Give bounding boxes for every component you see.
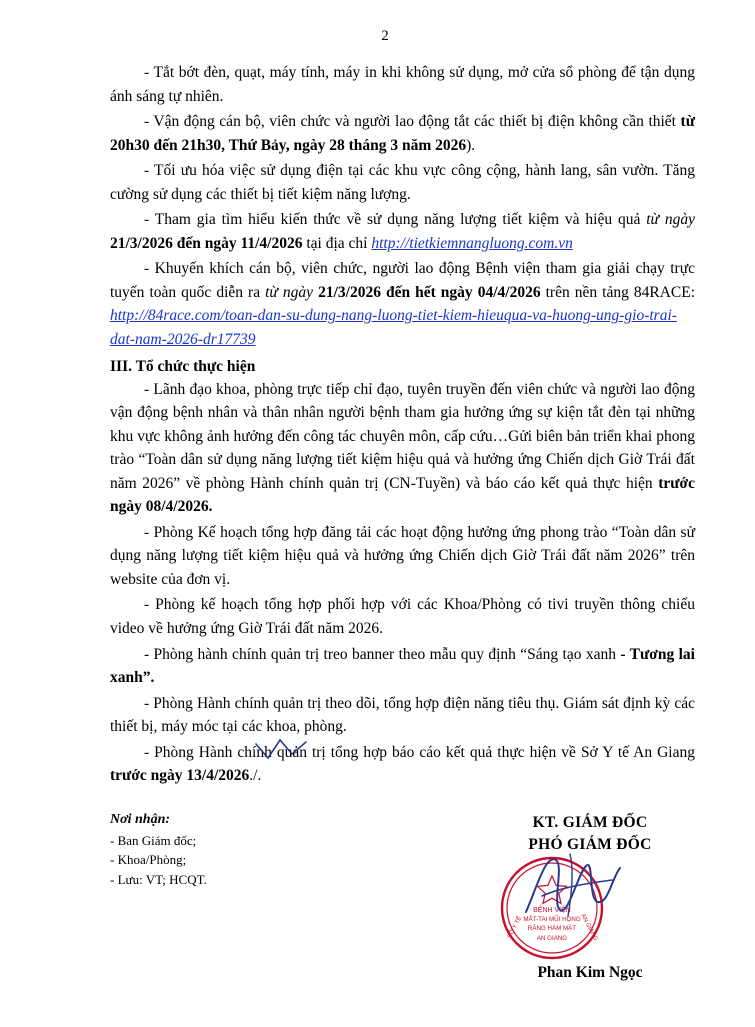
recipient-item: - Khoa/Phòng; [110,852,187,868]
svg-text:MẮT-TAI MŨI HỌNG: MẮT-TAI MŨI HỌNG [523,915,581,923]
paragraph [110,741,695,788]
paragraph [110,110,695,157]
signer-title-line1: KT. GIÁM ĐỐC [532,813,648,831]
text-run: trước ngày 13/4/2026 [110,767,250,785]
text-run: 21/3/2026 đến hết ngày 04/4/2026 [318,283,541,301]
paragraph [110,593,695,640]
text-run: - Phòng Kế hoạch tổng hợp đăng tải các hoạt động hưởng ứng phong trào “Toàn dân sử dụng năng lượng tiết kiệm hiệu quả và hưởng ứng Chiến dịch Giờ Trái đất năm 2026” trên website của đơn vị. [110,523,695,588]
text-run: - Tham gia tìm hiểu kiến thức về sử dụng năng lượng tiết kiệm và hiệu quả [144,211,647,229]
recipients-title: Nơi nhận: [110,811,171,827]
text-run: - Phòng Hành chính quản trị theo dõi, tổng hợp điện năng tiêu thụ. Giám sát định kỳ các thiết bị, máy móc tại các khoa, phòng. [110,694,695,736]
section-heading: III. Tổ chức thực hiện [110,357,256,375]
paragraph [110,643,695,690]
paragraph [110,257,695,351]
paragraph [110,692,695,739]
signature-block [110,812,695,1027]
paragraph [110,159,695,206]
text-run: ./. [249,767,262,785]
paragraph [110,208,695,255]
external-link[interactable]: http://84race.com/toan-dan-su-dung-nang-luong-tiet-kiem-hieuqua-va-huong-ung-gio-trai-dat-nam-2026-dr17739 [110,307,677,349]
svg-text:RĂNG HÀM MẶT: RĂNG HÀM MẶT [527,924,577,932]
page-number: 2 [381,28,389,44]
text-run: 21/3/2026 đến ngày 11/4/2026 [110,234,303,252]
text-run: - Tắt bớt đèn, quạt, máy tính, máy in khi không sử dụng, mở cửa sổ phòng để tận dụng ánh sáng tự nhiên. [110,64,695,105]
text-run: từ 20h30 đến 21h30, Thứ Bảy, ngày 28 tháng 3 năm 2026 [110,113,695,154]
external-link[interactable]: http://tietkiemnangluong.com.vn [371,234,573,252]
svg-text:BỆNH VIỆN: BỆNH VIỆN [533,906,571,914]
text-run: - Phòng kế hoạch tổng hợp phối hợp với các Khoa/Phòng có tivi truyền thông chiếu video về hưởng ứng Giờ Trái đất năm 2026. [110,596,695,638]
paragraph [110,378,695,519]
svg-text:AN GIANG: AN GIANG [579,913,599,942]
recipient-item: - Lưu: VT; HCQT. [110,871,207,887]
text-run: - Tối ưu hóa việc sử dụng điện tại các khu vực công cộng, hành lang, sân vườn. Tăng cường sử dụng các thiết bị tiết kiệm năng lượng. [110,162,695,203]
signer-name: Phan Kim Ngọc [537,963,643,981]
text-run: - Phòng hành chính quản trị treo banner theo mẫu quy định “Sáng tạo xanh [144,645,621,663]
recipients-list [110,812,410,891]
handwritten-check-mark [254,738,310,764]
text-run: - Vận động cán bộ, viên chức và người lao động tắt các thiết bị điện không cần thiết [144,113,681,131]
paragraph [110,521,695,592]
paragraph-block-2 [110,378,695,788]
paragraph [110,61,695,108]
svg-text:AN GIANG: AN GIANG [536,934,568,942]
text-run: trước ngày 08/4/2026. [110,474,695,516]
text-run: - Lãnh đạo khoa, phòng trực tiếp chỉ đạo, tuyên truyền đến viên chức và người lao động vận động bệnh nhân và thân nhân người bệnh tham gia hưởng ứng sự kiện tắt đèn tại những khu vực không ảnh hưởng đến công tác chuyên môn, cấp cứu…Gửi biên bản triển khai phong trào “Toàn dân sử dụng năng lượng tiết kiệm hiệu quả và hưởng ứng Chiến dịch Giờ Trái đất năm 2026” về phòng Hành chính quản trị (CN-Tuyền) và báo cáo kết quả thực hiện [110,380,695,492]
text-run: - Khuyến khích cán bộ, viên chức, người lao động Bệnh viện tham gia giải chạy trực tuyến toàn quốc diễn ra [110,260,695,301]
signer-title-line2: PHÓ GIÁM ĐỐC [528,835,652,853]
recipient-item: - Ban Giám đốc; [110,832,197,848]
text-run: tại địa chỉ [302,234,372,252]
signer-block [440,812,740,981]
svg-text:SỞ Y TẾ: SỞ Y TẾ [506,915,524,940]
paragraph-block-1 [110,61,695,352]
text-run: trên nền tảng 84RACE: [540,283,695,301]
text-run: từ ngày [265,283,319,301]
text-run: - Tương lai xanh”. [110,645,695,687]
official-seal-stamp [498,854,606,962]
text-run: ). [466,136,476,154]
text-run: - Phòng Hành chính quản trị tổng hợp báo cáo kết quả thực hiện về Sở Y tế An Giang [144,743,695,761]
text-run: từ ngày [646,211,695,229]
